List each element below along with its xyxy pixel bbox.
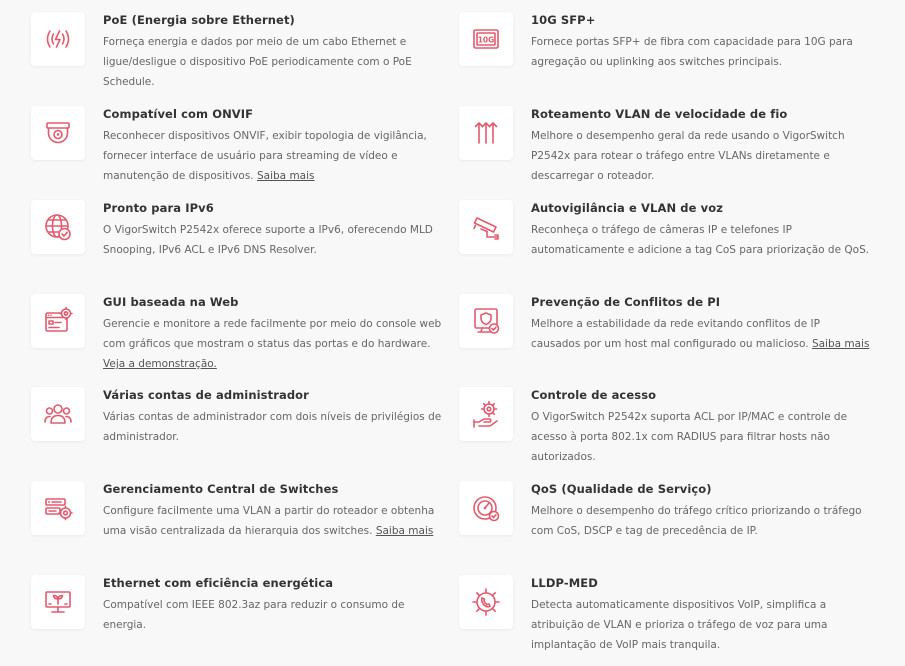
feature-description: Melhore o desempenho geral da rede usando o VigorSwitch P2542x para rotear o tráfego entre VLANs diretamente e descarregar o roteador. — [531, 130, 845, 182]
feature-description: Compatível com IEEE 802.3az para reduzir o consumo de energia. — [103, 599, 405, 631]
learn-more-link[interactable]: Saiba mais — [257, 170, 315, 182]
feature-title: Gerenciamento Central de Switches — [103, 482, 339, 496]
globe-check-icon — [31, 200, 85, 254]
feature-title: 10G SFP+ — [531, 13, 596, 27]
access-control-gear-hand-icon — [459, 387, 513, 441]
feature-description: Fornece portas SFP+ de fibra com capacidade para 10G para agregação ou uplinking aos switches principais. — [531, 36, 853, 68]
feature-description: Melhore a estabilidade da rede evitando conflitos de IP causados por um host mal configurado ou malicioso. — [531, 318, 820, 350]
feature-title: LLDP-MED — [531, 576, 598, 590]
multi-admin-users-icon — [31, 387, 85, 441]
ip-conflict-shield-icon — [459, 294, 513, 348]
feature-title: GUI baseada na Web — [103, 295, 239, 309]
feature-title: Pronto para IPv6 — [103, 201, 214, 215]
feature-title: Controle de acesso — [531, 388, 657, 402]
poe-lightning-icon — [31, 12, 85, 66]
feature-description: Reconheça o tráfego de câmeras IP e telefones IP automaticamente e adicione a tag CoS para priorização de QoS. — [531, 224, 870, 256]
learn-more-link[interactable]: Saiba mais — [811, 338, 870, 350]
surveillance-camera-dome-icon — [31, 106, 85, 160]
wire-speed-arrows-icon — [459, 106, 513, 160]
feature-title: Autovigilância e VLAN de voz — [531, 201, 723, 215]
feature-description: Várias contas de administrador com dois níveis de privilégios de administrador. — [103, 411, 442, 443]
feature-description: Reconhecer dispositivos ONVIF, exibir topologia de vigilância, fornecer interface de usuário para streaming de vídeo e manutenção de dispositivos. — [103, 130, 427, 182]
feature-title: Compatível com ONVIF — [103, 107, 254, 121]
feature-title: Roteamento VLAN de velocidade de fio — [531, 107, 788, 121]
lldp-med-phone-gear-icon — [459, 575, 513, 629]
learn-more-link[interactable]: Saiba mais — [375, 525, 434, 537]
demo-link[interactable]: Veja a demonstração. — [103, 358, 217, 370]
feature-description: Melhore o desempenho do tráfego crítico priorizando o tráfego com CoS, DSCP e tag de precedência de IP. — [531, 505, 862, 537]
10g-sfp-icon-label: 10G — [477, 35, 495, 45]
feature-description: O VigorSwitch P2542x suporta ACL por IP/MAC e controle de acesso à porta 802.1x com RADIUS para filtrar hosts não autorizados. — [531, 411, 848, 463]
qos-gauge-icon — [459, 481, 513, 535]
feature-description: O VigorSwitch P2542x oferece suporte a IPv6, oferecendo MLD Snooping, IPv6 ACL e IPv6 DNS Resolver. — [103, 224, 433, 256]
web-gui-gear-icon — [31, 294, 85, 348]
central-switch-management-icon — [31, 481, 85, 535]
feature-description: Forneça energia e dados por meio de um cabo Ethernet e ligue/desligue o dispositivo PoE periodicamente com o PoE Schedule. — [103, 36, 412, 88]
feature-title: PoE (Energia sobre Ethernet) — [103, 13, 295, 27]
feature-title: QoS (Qualidade de Serviço) — [531, 482, 712, 496]
feature-title: Várias contas de administrador — [103, 388, 309, 402]
feature-description: Gerencie e monitore a rede facilmente por meio do console web com gráficos que mostram o status das portas e do hardware. — [103, 318, 442, 350]
feature-description: Configure facilmente uma VLAN a partir do roteador e obtenha uma visão centralizada da hierarquia dos switches. — [103, 505, 435, 537]
feature-description: Detecta automaticamente dispositivos VoIP, simplifica a atribuição de VLAN e prioriza o tráfego de voz para uma implantação de VoIP mais tranquila. — [531, 599, 828, 651]
10g-sfp-icon — [459, 12, 513, 66]
feature-title: Prevenção de Conflitos de PI — [531, 295, 721, 309]
feature-title: Ethernet com eficiência energética — [103, 576, 334, 590]
energy-efficient-ethernet-icon — [31, 575, 85, 629]
security-camera-icon — [459, 200, 513, 254]
